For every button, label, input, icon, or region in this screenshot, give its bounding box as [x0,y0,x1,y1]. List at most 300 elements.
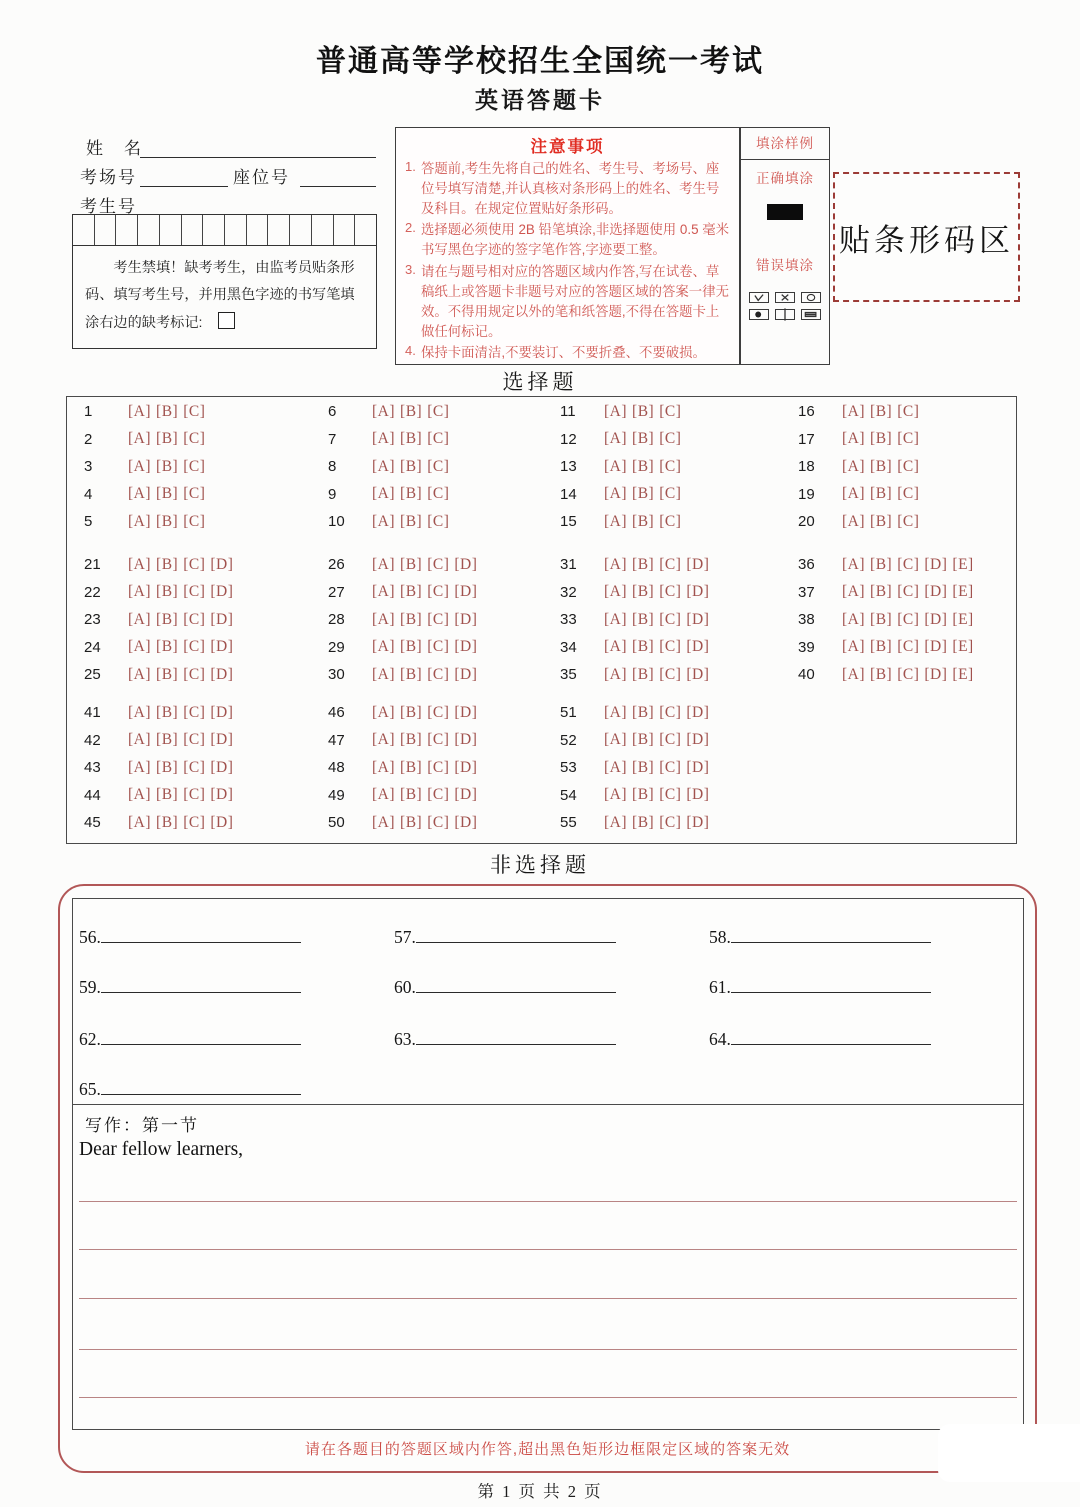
option-bubble-b[interactable]: [B] [400,786,423,804]
option-bubble-d[interactable]: [D] [210,731,234,749]
option-group [128,513,210,531]
exam-room-input-line[interactable] [140,186,228,187]
option-bubble-e[interactable]: [E] [952,583,974,601]
option-bubble-a[interactable]: [A] [128,786,152,804]
option-bubble-c[interactable]: [C] [183,555,206,573]
option-bubble-a[interactable]: [A] [842,485,866,503]
choice-question-row [798,551,979,579]
option-bubble-c[interactable]: [C] [183,758,206,776]
option-bubble-d[interactable]: [D] [454,758,478,776]
candidate-digit-cell[interactable] [73,215,95,245]
option-bubble-a[interactable]: [A] [604,610,628,628]
option-bubble-c[interactable]: [C] [183,583,206,601]
option-bubble-c[interactable]: [C] [183,703,206,721]
option-bubble-b[interactable]: [B] [400,610,423,628]
option-bubble-a[interactable]: [A] [128,813,152,831]
option-bubble-d[interactable]: [D] [924,610,948,628]
option-bubble-b[interactable]: [B] [870,512,893,530]
option-bubble-c[interactable]: [C] [659,485,682,503]
option-bubble-a[interactable]: [A] [372,555,396,573]
choice-question-row [328,508,454,536]
option-bubble-a[interactable]: [A] [604,555,628,573]
option-bubble-d[interactable]: [D] [210,665,234,683]
question-number: 53 [560,759,577,777]
candidate-digit-cell[interactable] [95,215,117,245]
option-group [128,583,238,601]
option-group [128,666,238,684]
candidate-digit-cell[interactable] [247,215,269,245]
option-bubble-a[interactable]: [A] [372,402,396,420]
option-bubble-b[interactable]: [B] [156,430,179,448]
seat-number-input-line[interactable] [300,186,376,187]
option-group [128,485,210,503]
option-bubble-c[interactable]: [C] [897,638,920,656]
option-bubble-a[interactable]: [A] [372,758,396,776]
option-bubble-c[interactable]: [C] [659,583,682,601]
option-bubble-a[interactable]: [A] [604,665,628,683]
option-bubble-d[interactable]: [D] [454,555,478,573]
answer-blank-line[interactable] [101,927,301,943]
option-bubble-d[interactable]: [D] [924,638,948,656]
writing-line[interactable] [79,1249,1017,1250]
option-bubble-d[interactable]: [D] [686,665,710,683]
option-bubble-c[interactable]: [C] [427,402,450,420]
option-bubble-b[interactable]: [B] [632,457,655,475]
option-bubble-a[interactable]: [A] [604,402,628,420]
question-number: 3 [84,458,93,476]
option-bubble-a[interactable]: [A] [128,457,152,475]
option-bubble-c[interactable]: [C] [659,555,682,573]
writing-line[interactable] [79,1397,1017,1398]
question-number: 10 [328,513,345,531]
option-bubble-a[interactable]: [A] [372,430,396,448]
writing-line[interactable] [79,1349,1017,1350]
option-bubble-b[interactable]: [B] [632,758,655,776]
option-group [604,786,714,804]
candidate-digit-cell[interactable] [225,215,247,245]
notice-item-number: 2. [405,220,416,236]
option-bubble-c[interactable]: [C] [659,703,682,721]
option-bubble-a[interactable]: [A] [128,758,152,776]
option-bubble-d[interactable]: [D] [454,610,478,628]
option-bubble-b[interactable]: [B] [156,457,179,475]
option-bubble-b[interactable]: [B] [870,402,893,420]
option-bubble-d[interactable]: [D] [924,583,948,601]
option-bubble-c[interactable]: [C] [659,610,682,628]
option-bubble-b[interactable]: [B] [870,665,893,683]
option-bubble-b[interactable]: [B] [632,402,655,420]
option-bubble-c[interactable]: [C] [659,402,682,420]
option-bubble-b[interactable]: [B] [400,583,423,601]
option-bubble-b[interactable]: [B] [156,786,179,804]
option-bubble-d[interactable]: [D] [454,583,478,601]
option-bubble-c[interactable]: [C] [897,402,920,420]
option-bubble-c[interactable]: [C] [427,703,450,721]
option-bubble-d[interactable]: [D] [686,758,710,776]
option-bubble-d[interactable]: [D] [454,703,478,721]
option-bubble-a[interactable]: [A] [128,555,152,573]
option-group [128,759,238,777]
option-bubble-c[interactable]: [C] [183,731,206,749]
option-bubble-e[interactable]: [E] [952,638,974,656]
option-bubble-a[interactable]: [A] [842,430,866,448]
option-bubble-d[interactable]: [D] [686,610,710,628]
option-group [372,611,482,629]
option-bubble-c[interactable]: [C] [897,485,920,503]
option-bubble-c[interactable]: [C] [897,512,920,530]
answer-blank-line[interactable] [101,977,301,993]
option-bubble-a[interactable]: [A] [604,758,628,776]
option-bubble-c[interactable]: [C] [427,638,450,656]
option-bubble-d[interactable]: [D] [454,665,478,683]
candidate-digit-cell[interactable] [268,215,290,245]
candidate-digit-cell[interactable] [182,215,204,245]
option-bubble-c[interactable]: [C] [183,665,206,683]
writing-line[interactable] [79,1201,1017,1202]
option-bubble-c[interactable]: [C] [427,555,450,573]
option-bubble-a[interactable]: [A] [604,786,628,804]
option-bubble-b[interactable]: [B] [156,583,179,601]
option-bubble-b[interactable]: [B] [156,485,179,503]
option-bubble-a[interactable]: [A] [604,457,628,475]
option-bubble-d[interactable]: [D] [686,638,710,656]
option-group [842,583,979,601]
option-bubble-c[interactable]: [C] [427,457,450,475]
option-bubble-a[interactable]: [A] [842,638,866,656]
option-bubble-b[interactable]: [B] [400,555,423,573]
candidate-digit-cell[interactable] [290,215,312,245]
option-bubble-b[interactable]: [B] [870,485,893,503]
option-bubble-d[interactable]: [D] [686,731,710,749]
option-bubble-a[interactable]: [A] [604,512,628,530]
option-bubble-a[interactable]: [A] [842,610,866,628]
option-bubble-b[interactable]: [B] [400,512,423,530]
option-bubble-a[interactable]: [A] [372,512,396,530]
option-bubble-d[interactable]: [D] [924,665,948,683]
option-group [128,638,238,656]
option-bubble-a[interactable]: [A] [372,786,396,804]
option-bubble-a[interactable]: [A] [128,583,152,601]
option-bubble-a[interactable]: [A] [372,703,396,721]
option-group [604,759,714,777]
option-bubble-a[interactable]: [A] [372,638,396,656]
option-bubble-c[interactable]: [C] [659,731,682,749]
option-bubble-a[interactable]: [A] [128,512,152,530]
option-bubble-b[interactable]: [B] [400,665,423,683]
option-bubble-c[interactable]: [C] [183,485,206,503]
choice-column [328,551,482,689]
option-bubble-b[interactable]: [B] [156,813,179,831]
choice-question-row [328,426,454,454]
option-bubble-d[interactable]: [D] [210,758,234,776]
option-bubble-b[interactable]: [B] [156,703,179,721]
option-bubble-a[interactable]: [A] [128,485,152,503]
blank-question-number: 57. [394,927,416,947]
blank-question [394,927,616,948]
option-bubble-b[interactable]: [B] [870,610,893,628]
option-bubble-a[interactable]: [A] [372,485,396,503]
option-group [128,731,238,749]
option-bubble-b[interactable]: [B] [870,638,893,656]
question-number: 9 [328,485,337,503]
option-bubble-a[interactable]: [A] [604,430,628,448]
option-bubble-a[interactable]: [A] [128,610,152,628]
option-bubble-b[interactable]: [B] [400,813,423,831]
option-bubble-a[interactable]: [A] [128,402,152,420]
option-bubble-a[interactable]: [A] [128,430,152,448]
candidate-digit-cell[interactable] [138,215,160,245]
choice-question-row [560,579,714,607]
choice-question-row [560,606,714,634]
option-bubble-b[interactable]: [B] [632,430,655,448]
option-bubble-c[interactable]: [C] [183,638,206,656]
option-group [604,731,714,749]
option-bubble-d[interactable]: [D] [210,786,234,804]
option-bubble-b[interactable]: [B] [632,786,655,804]
option-bubble-c[interactable]: [C] [427,610,450,628]
option-bubble-b[interactable]: [B] [632,583,655,601]
option-bubble-c[interactable]: [C] [427,731,450,749]
option-group [372,704,482,722]
fill-sample-panel [740,127,830,365]
option-bubble-c[interactable]: [C] [897,610,920,628]
option-group [842,458,924,476]
question-number: 51 [560,704,577,722]
option-bubble-a[interactable]: [A] [128,731,152,749]
seat-number-label: 座位号 [233,168,290,187]
option-bubble-b[interactable]: [B] [632,555,655,573]
question-number: 52 [560,731,577,749]
answer-blank-line[interactable] [101,1079,301,1095]
option-bubble-a[interactable]: [A] [842,402,866,420]
option-bubble-a[interactable]: [A] [604,485,628,503]
option-group [372,556,482,574]
option-bubble-d[interactable]: [D] [210,638,234,656]
answer-blank-line[interactable] [731,1029,931,1045]
option-bubble-b[interactable]: [B] [632,638,655,656]
option-bubble-c[interactable]: [C] [659,665,682,683]
blank-question [709,927,931,948]
candidate-digit-cell[interactable] [355,215,376,245]
option-bubble-b[interactable]: [B] [632,485,655,503]
blank-question [394,977,616,998]
option-bubble-d[interactable]: [D] [210,813,234,831]
option-bubble-c[interactable]: [C] [659,638,682,656]
choice-question-row [798,579,979,607]
option-bubble-b[interactable]: [B] [400,638,423,656]
option-bubble-c[interactable]: [C] [427,485,450,503]
question-number: 20 [798,513,815,531]
option-bubble-b[interactable]: [B] [400,731,423,749]
option-bubble-b[interactable]: [B] [870,430,893,448]
option-bubble-b[interactable]: [B] [400,485,423,503]
option-bubble-c[interactable]: [C] [659,457,682,475]
option-bubble-a[interactable]: [A] [372,457,396,475]
option-bubble-c[interactable]: [C] [183,430,206,448]
option-bubble-c[interactable]: [C] [427,430,450,448]
option-bubble-b[interactable]: [B] [632,731,655,749]
choice-question-row [84,754,238,782]
option-bubble-a[interactable]: [A] [842,555,866,573]
option-bubble-a[interactable]: [A] [372,813,396,831]
option-bubble-d[interactable]: [D] [454,638,478,656]
option-bubble-c[interactable]: [C] [183,813,206,831]
option-bubble-d[interactable]: [D] [454,813,478,831]
option-bubble-b[interactable]: [B] [156,512,179,530]
option-group [372,759,482,777]
question-number: 49 [328,786,345,804]
option-bubble-a[interactable]: [A] [842,512,866,530]
blank-question-number: 59. [79,977,101,997]
candidate-digit-cell[interactable] [334,215,356,245]
option-bubble-a[interactable]: [A] [604,813,628,831]
option-bubble-c[interactable]: [C] [427,786,450,804]
option-bubble-d[interactable]: [D] [686,813,710,831]
option-bubble-c[interactable]: [C] [183,786,206,804]
option-bubble-b[interactable]: [B] [400,457,423,475]
option-bubble-c[interactable]: [C] [183,512,206,530]
option-bubble-c[interactable]: [C] [897,583,920,601]
choice-question-row [84,699,238,727]
choice-question-row [84,782,238,810]
option-bubble-b[interactable]: [B] [156,665,179,683]
notice-item-text: 选择题必须使用 2B 铅笔填涂,非选择题使用 0.5 毫米书写黑色字迹的签字笔作答,字迹要工整。 [421,222,730,258]
option-bubble-c[interactable]: [C] [427,665,450,683]
answer-blank-line[interactable] [101,1029,301,1045]
choice-question-row [328,754,482,782]
option-bubble-b[interactable]: [B] [632,813,655,831]
choice-question-row [328,661,482,689]
absent-mark-checkbox[interactable] [218,312,235,329]
option-bubble-d[interactable]: [D] [686,555,710,573]
option-bubble-b[interactable]: [B] [632,512,655,530]
choice-question-row [560,809,714,837]
candidate-number-label: 考生号 [80,197,137,216]
option-bubble-a[interactable]: [A] [128,665,152,683]
option-bubble-e[interactable]: [E] [952,610,974,628]
option-bubble-d[interactable]: [D] [686,583,710,601]
writing-section-divider [73,1104,1023,1105]
option-bubble-a[interactable]: [A] [128,638,152,656]
option-bubble-a[interactable]: [A] [604,583,628,601]
option-bubble-d[interactable]: [D] [210,583,234,601]
option-bubble-d[interactable]: [D] [210,555,234,573]
blank-question-number: 63. [394,1029,416,1049]
option-bubble-c[interactable]: [C] [659,512,682,530]
option-bubble-b[interactable]: [B] [156,758,179,776]
option-bubble-e[interactable]: [E] [952,555,974,573]
option-bubble-b[interactable]: [B] [870,457,893,475]
option-bubble-a[interactable]: [A] [842,665,866,683]
option-bubble-b[interactable]: [B] [400,758,423,776]
option-bubble-a[interactable]: [A] [372,665,396,683]
option-bubble-b[interactable]: [B] [156,731,179,749]
option-bubble-b[interactable]: [B] [156,638,179,656]
option-group [604,403,686,421]
option-bubble-b[interactable]: [B] [156,610,179,628]
option-bubble-c[interactable]: [C] [659,758,682,776]
option-bubble-a[interactable]: [A] [372,731,396,749]
option-bubble-c[interactable]: [C] [897,555,920,573]
option-bubble-d[interactable]: [D] [210,703,234,721]
option-bubble-c[interactable]: [C] [183,402,206,420]
option-bubble-c[interactable]: [C] [897,457,920,475]
option-bubble-c[interactable]: [C] [897,430,920,448]
option-bubble-b[interactable]: [B] [632,665,655,683]
option-bubble-a[interactable]: [A] [372,610,396,628]
candidate-digit-cell[interactable] [160,215,182,245]
writing-line[interactable] [79,1298,1017,1299]
option-bubble-b[interactable]: [B] [632,610,655,628]
answer-blank-line[interactable] [416,927,616,943]
option-bubble-b[interactable]: [B] [156,402,179,420]
option-bubble-a[interactable]: [A] [128,703,152,721]
option-group [604,638,714,656]
option-bubble-b[interactable]: [B] [400,402,423,420]
option-bubble-e[interactable]: [E] [952,665,974,683]
option-bubble-c[interactable]: [C] [897,665,920,683]
option-bubble-a[interactable]: [A] [842,583,866,601]
option-bubble-b[interactable]: [B] [632,703,655,721]
option-bubble-d[interactable]: [D] [210,610,234,628]
option-bubble-d[interactable]: [D] [924,555,948,573]
option-bubble-c[interactable]: [C] [659,786,682,804]
option-bubble-d[interactable]: [D] [454,786,478,804]
option-bubble-d[interactable]: [D] [686,786,710,804]
option-group [372,814,482,832]
option-bubble-d[interactable]: [D] [454,731,478,749]
answer-blank-line[interactable] [416,1029,616,1045]
filled-dot-icon [749,309,769,320]
writing-section-label: 写作：第一节 [85,1116,199,1135]
option-bubble-a[interactable]: [A] [604,731,628,749]
option-bubble-b[interactable]: [B] [870,583,893,601]
option-bubble-b[interactable]: [B] [400,430,423,448]
choice-column [328,398,454,536]
option-bubble-c[interactable]: [C] [427,512,450,530]
answer-blank-line[interactable] [416,977,616,993]
option-bubble-b[interactable]: [B] [400,703,423,721]
candidate-digit-cell[interactable] [312,215,334,245]
question-number: 46 [328,704,345,722]
notice-item-number: 4. [405,342,416,358]
option-bubble-c[interactable]: [C] [659,813,682,831]
name-input-line[interactable] [140,157,376,158]
option-bubble-d[interactable]: [D] [686,703,710,721]
candidate-digit-cell[interactable] [116,215,138,245]
option-bubble-b[interactable]: [B] [870,555,893,573]
option-bubble-c[interactable]: [C] [659,430,682,448]
option-bubble-a[interactable]: [A] [842,457,866,475]
option-bubble-c[interactable]: [C] [427,583,450,601]
question-number: 36 [798,556,815,574]
blank-question [709,1029,931,1050]
answer-blank-line[interactable] [731,927,931,943]
option-bubble-c[interactable]: [C] [183,457,206,475]
option-bubble-c[interactable]: [C] [183,610,206,628]
option-bubble-a[interactable]: [A] [372,583,396,601]
candidate-digit-cell[interactable] [203,215,225,245]
answer-blank-line[interactable] [731,977,931,993]
option-group [842,485,924,503]
option-bubble-a[interactable]: [A] [604,638,628,656]
option-bubble-c[interactable]: [C] [427,813,450,831]
question-number: 14 [560,485,577,503]
question-number: 47 [328,731,345,749]
option-bubble-c[interactable]: [C] [427,758,450,776]
option-bubble-b[interactable]: [B] [156,555,179,573]
option-bubble-a[interactable]: [A] [604,703,628,721]
